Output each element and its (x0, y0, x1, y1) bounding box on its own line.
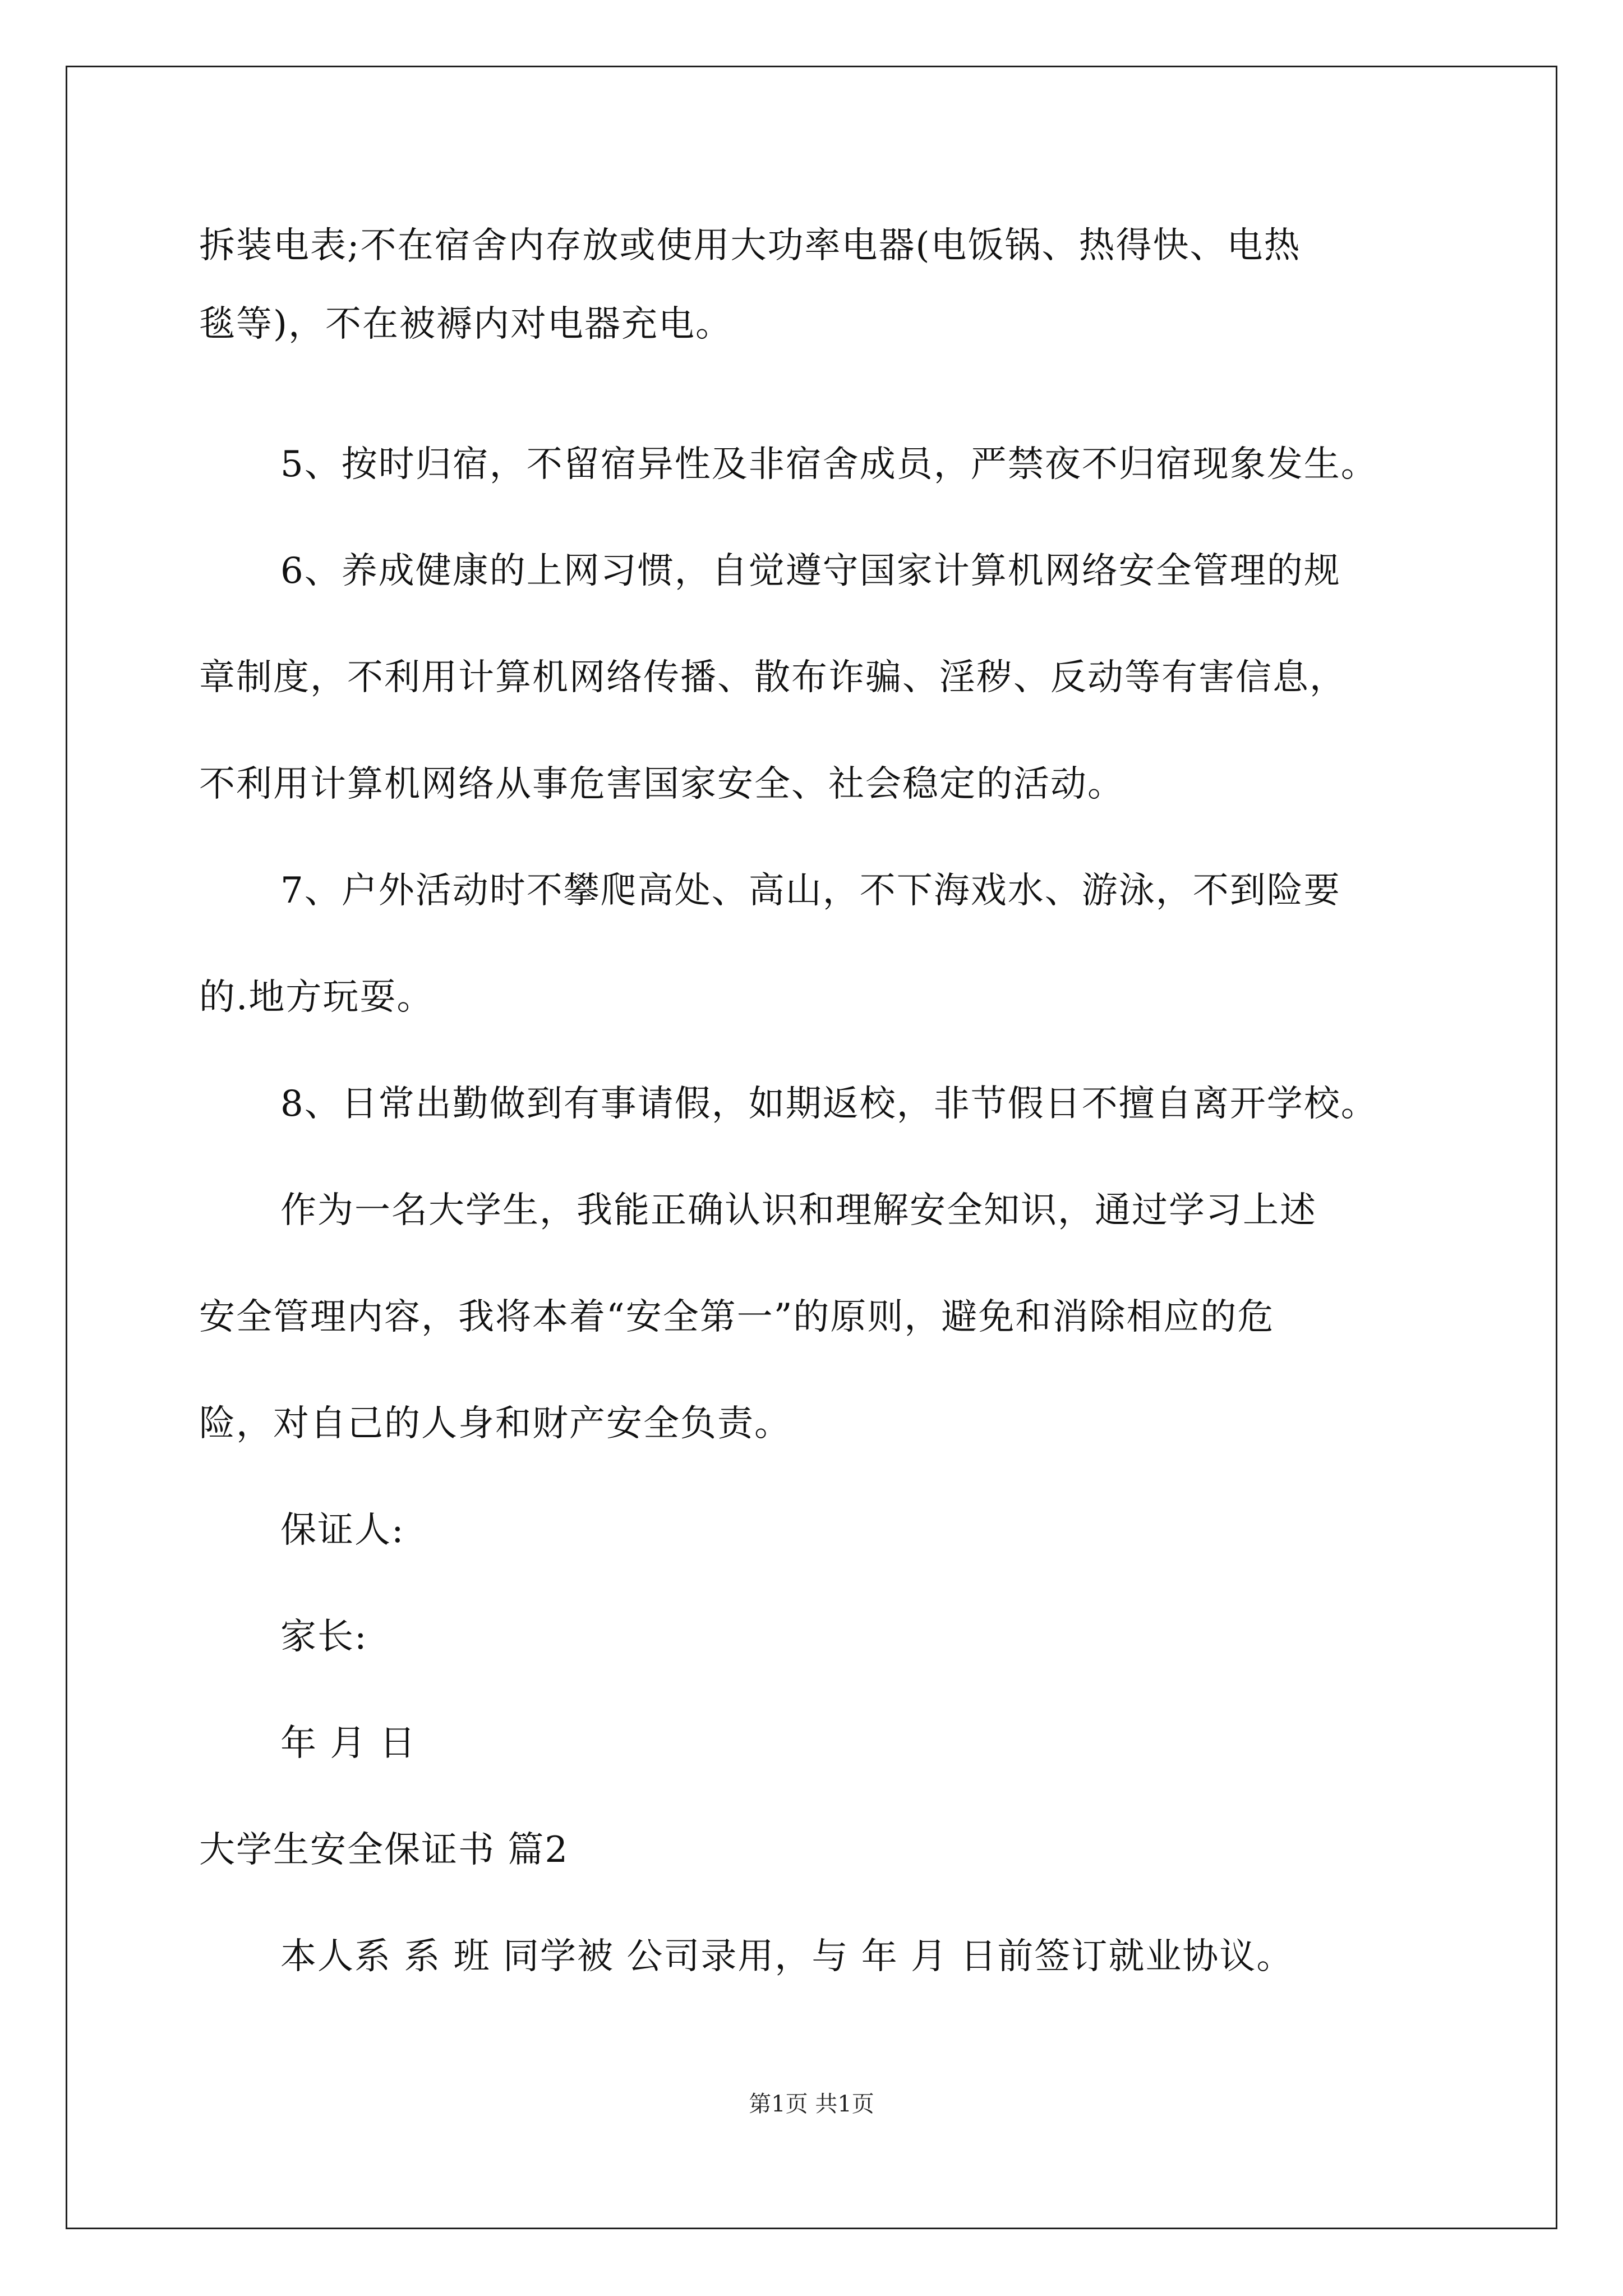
guarantor-label: 保证人: (280, 1510, 405, 1551)
item-7-line-1: 7、户外活动时不攀爬高处、高山，不下海戏水、游泳，不到险要 (280, 870, 1341, 912)
item-5: 5、按时归宿，不留宿异性及非宿舍成员，严禁夜不归宿现象发生。 (280, 444, 1378, 485)
statement-line-1: 作为一名大学生，我能正确认识和理解安全知识，通过学习上述 (280, 1190, 1317, 1231)
statement-line-3: 险，对自己的人身和财产安全负责。 (199, 1403, 791, 1444)
date-line: 年 月 日 (280, 1723, 417, 1764)
page-border (66, 66, 1557, 2229)
parent-label: 家长: (280, 1616, 368, 1658)
item-6-line-3: 不利用计算机网络从事危害国家安全、社会稳定的活动。 (199, 763, 1124, 805)
item-6-line-1: 6、养成健康的上网习惯，自觉遵守国家计算机网络安全管理的规 (280, 550, 1341, 592)
section-title: 大学生安全保证书 篇2 (199, 1829, 569, 1871)
item-6-line-2: 章制度，不利用计算机网络传播、散布诈骗、淫秽、反动等有害信息， (199, 657, 1347, 698)
text-line-2: 毯等)，不在被褥内对电器充电。 (199, 303, 732, 345)
item-7-line-2: 的.地方玩耍。 (199, 977, 434, 1018)
statement-line-2: 安全管理内容，我将本着“安全第一”的原则，避免和消除相应的危 (199, 1296, 1275, 1338)
page-footer: 第1页 共1页 (749, 2091, 874, 2117)
text-line-1: 拆装电表;不在宿舍内存放或使用大功率电器(电饭锅、热得快、电热 (199, 225, 1301, 266)
section-2-line-1: 本人系 系 班 同学被 公司录用，与 年 月 日前签订就业协议。 (280, 1936, 1294, 1977)
item-8: 8、日常出勤做到有事请假，如期返校，非节假日不擅自离开学校。 (280, 1083, 1378, 1125)
